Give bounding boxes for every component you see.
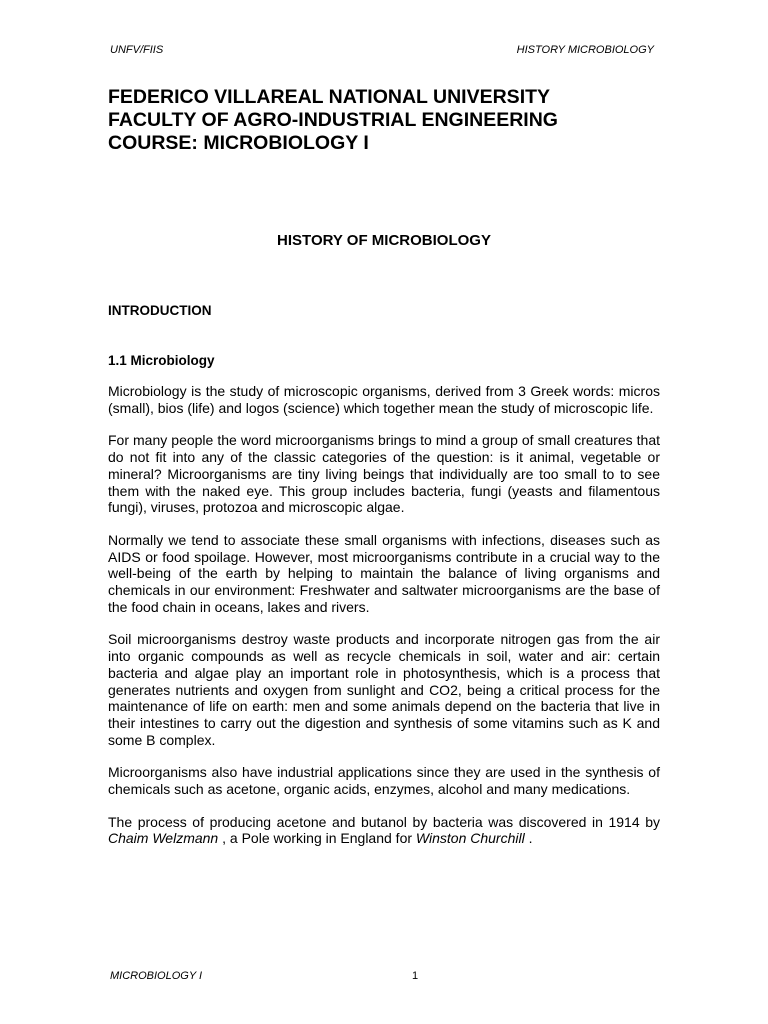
document-body [108, 86, 660, 847]
header-left: UNFV/FIIS [110, 44, 164, 56]
paragraph: Normally we tend to associate these small organisms with infections, diseases such as AIDS or food spoilage. However, most microorganisms contribute in a crucial way to the well-being of the earth by helping to maintain the balance of living organisms and chemicals in our environment: Freshwater and saltwater microorganisms are the base of the food chain in oceans, lakes and rivers. [108, 531, 660, 615]
section-heading: INTRODUCTION [108, 303, 212, 318]
subsection-heading: 1.1 Microbiology [108, 353, 215, 368]
page-number: 1 [412, 970, 419, 982]
course-name: COURSE: MICROBIOLOGY I [108, 132, 369, 154]
institution-block [108, 86, 660, 155]
person-name: Winston Churchill [415, 830, 525, 847]
footer-course: MICROBIOLOGY I [110, 970, 203, 982]
faculty-name: FACULTY OF AGRO-INDUSTRIAL ENGINEERING [108, 109, 558, 131]
paragraph-text: The process of producing acetone and butanol by bacteria was discovered in 1914 by [108, 813, 660, 830]
university-name: FEDERICO VILLAREAL NATIONAL UNIVERSITY [108, 86, 551, 108]
paragraph: Microbiology is the study of microscopic organisms, derived from 3 Greek words: micros (small), bios (life) and logos (science) which together mean the study of microscopic life. [108, 383, 660, 416]
paragraph-text: . [524, 830, 533, 847]
document-title: HISTORY OF MICROBIOLOGY [277, 232, 491, 249]
paragraph: For many people the word microorganisms brings to mind a group of small creatures that do not fit into any of the classic categories of the question: is it animal, vegetable or mineral? Microorganisms are tiny living beings that individually are too small to to see them with the naked eye. This group includes bacteria, fungi (yeasts and filamentous fungi), viruses, protozoa and microscopic algae. [108, 432, 660, 516]
paragraph-acetone-history [108, 814, 660, 847]
person-name: Chaim Welzmann [108, 830, 219, 847]
header-right: HISTORY MICROBIOLOGY [516, 44, 654, 56]
paragraph: Microorganisms also have industrial applications since they are used in the synthesis of chemicals such as acetone, organic acids, enzymes, alcohol and many medications. [108, 764, 660, 798]
paragraph-text: , a Pole working in England for [218, 830, 416, 847]
paragraph: Soil microorganisms destroy waste products and incorporate nitrogen gas from the air into organic compounds as well as recycle chemicals in soil, water and air: certain bacteria and algae play an important role in photosynthesis, which is a process that generates nutrients and oxygen from sunlight and CO2, being a critical process for the maintenance of life on earth: men and some animals depend on the bacteria that live in their intestines to carry out the digestion and synthesis of some vitamins such as K and some B complex. [108, 631, 660, 748]
